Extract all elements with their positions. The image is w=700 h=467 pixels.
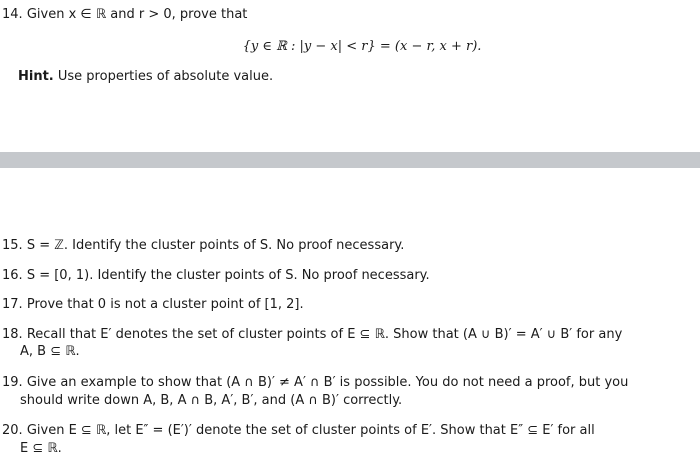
problem-text: Give an example to show that (A ∩ B)′ ≠ A′ ∩ B′ is possible. You do not need a proof, but you — [26, 375, 629, 390]
problem-18-continuation: A, B ⊆ ℝ. — [20, 344, 80, 359]
problem-17 — [2, 296, 304, 313]
hint — [18, 68, 273, 85]
problem-14 — [2, 6, 247, 23]
problem-number: 19. — [2, 375, 23, 390]
problem-19 — [2, 374, 628, 391]
problem-text: Recall that E′ denotes the set of cluster points of E ⊆ ℝ. Show that (A ∪ B)′ = A′ ∪ B′ for any — [26, 327, 623, 342]
problem-18 — [2, 326, 622, 343]
problem-text: Prove that 0 is not a cluster point of [1, 2]. — [26, 297, 304, 312]
problem-20 — [2, 422, 595, 439]
problem-number: 14. — [2, 7, 23, 22]
problem-number: 15. — [2, 238, 23, 253]
hint-label: Hint. — [18, 69, 54, 84]
page-divider — [0, 152, 700, 168]
problem-number: 16. — [2, 268, 23, 283]
problem-text: S = [0, 1). Identify the cluster points of S. No proof necessary. — [26, 268, 430, 283]
hint-text: Use properties of absolute value. — [57, 69, 274, 84]
display-equation: {y ∈ ℝ : |y − x| < r} = (x − r, x + r). — [242, 39, 482, 54]
problem-text: Given E ⊆ ℝ, let E″ = (E′)′ denote the set of cluster points of E′. Show that E″ ⊆ E′ for all — [26, 423, 595, 438]
problem-16 — [2, 267, 430, 284]
problem-text: Given x ∈ ℝ and r > 0, prove that — [26, 7, 248, 22]
problem-19-continuation: should write down A, B, A ∩ B, A′, B′, and (A ∩ B)′ correctly. — [20, 393, 403, 408]
problem-number: 18. — [2, 327, 23, 342]
problem-20-continuation: E ⊆ ℝ. — [20, 441, 62, 456]
problem-number: 20. — [2, 423, 23, 438]
problem-text: S = ℤ. Identify the cluster points of S. No proof necessary. — [26, 238, 405, 253]
problem-15 — [2, 237, 404, 254]
problem-number: 17. — [2, 297, 23, 312]
